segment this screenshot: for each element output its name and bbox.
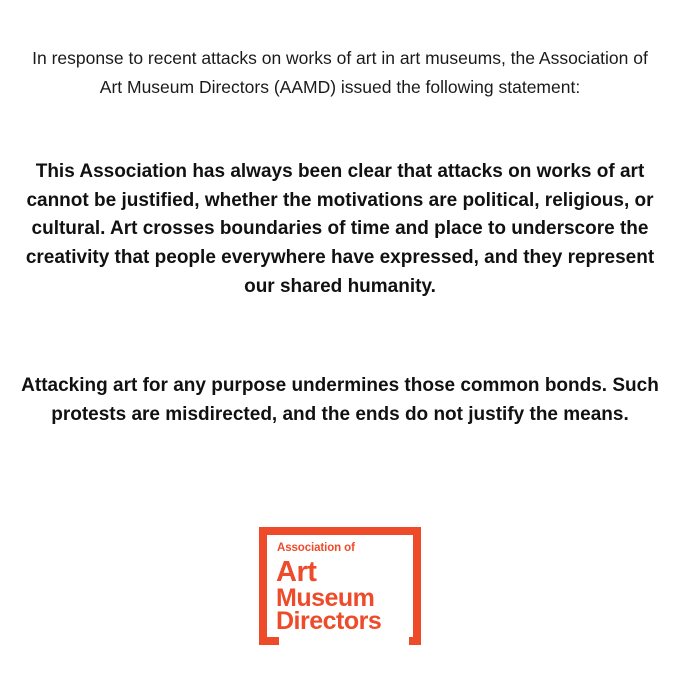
statement-paragraph-2: Attacking art for any purpose undermines those common bonds. Such protests are misdirected, and the ends do not justify the means.	[21, 375, 659, 425]
logo-museum: Museum	[276, 584, 375, 612]
logo-frame-right	[413, 527, 421, 645]
aamd-logo	[259, 527, 421, 645]
logo-frame-bottom-left	[259, 637, 279, 645]
logo-frame-top	[259, 527, 421, 535]
logo-association-of: Association of	[277, 542, 355, 554]
intro-text: In response to recent attacks on works of art in art museums, the Association of Art Museum Directors (AAMD) issued the following statement:	[32, 48, 648, 97]
logo-art: Art	[276, 556, 317, 588]
logo-frame-bottom-right	[409, 637, 421, 645]
statement-paragraph-1: This Association has always been clear that attacks on works of art cannot be justified, whether the motivations are political, religious, or cultural. Art crosses boundaries of time and place to underscore the creativity that people everywhere have expressed, and they represent our shared humanity.	[25, 161, 655, 297]
logo-directors: Directors	[276, 607, 382, 635]
logo-frame-left	[259, 527, 267, 645]
